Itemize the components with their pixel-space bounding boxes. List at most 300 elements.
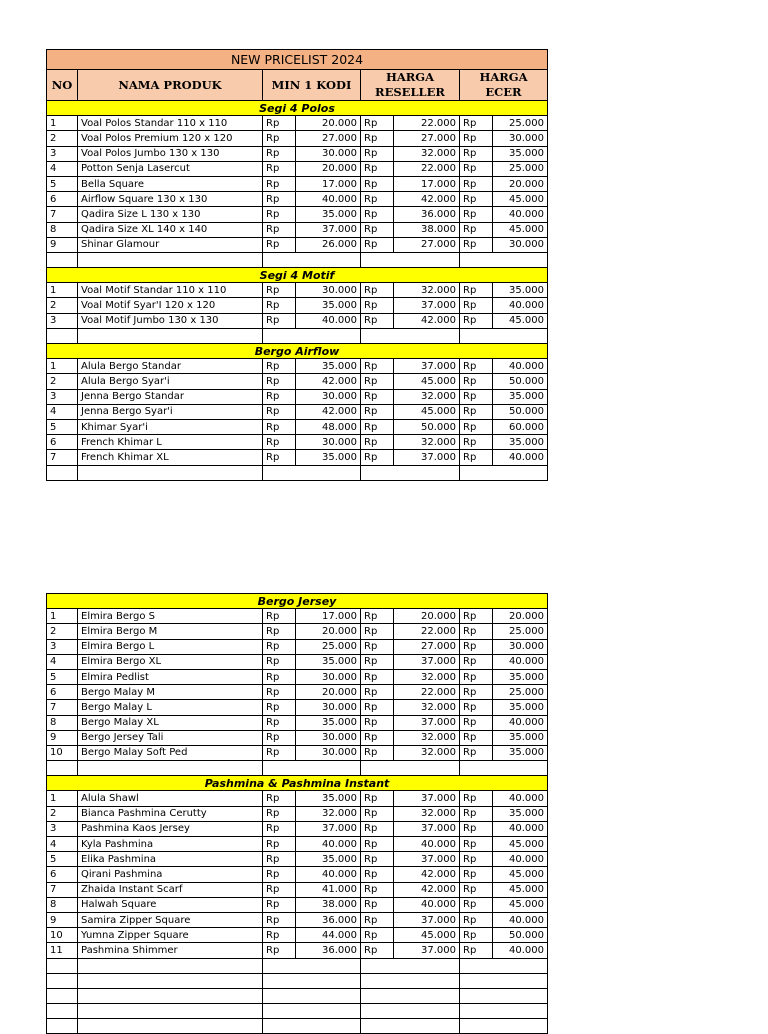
product-name: Bella Square	[78, 176, 263, 191]
product-no: 4	[47, 654, 78, 669]
price-min-1-kodi: 48.000	[296, 419, 361, 434]
product-name: Halwah Square	[78, 897, 263, 912]
empty-cell	[361, 958, 460, 973]
currency-label: Rp	[361, 450, 394, 465]
currency-label: Rp	[361, 715, 394, 730]
currency-label: Rp	[460, 700, 493, 715]
empty-cell	[460, 988, 548, 1003]
empty-cell	[460, 958, 548, 973]
product-row	[47, 359, 548, 374]
price-ecer: 50.000	[493, 374, 548, 389]
price-ecer: 30.000	[493, 237, 548, 252]
product-row	[47, 867, 548, 882]
price-min-1-kodi: 26.000	[296, 237, 361, 252]
empty-cell	[78, 958, 263, 973]
currency-label: Rp	[361, 609, 394, 624]
currency-label: Rp	[460, 131, 493, 146]
currency-label: Rp	[263, 867, 296, 882]
section-title: Segi 4 Polos	[47, 101, 548, 116]
product-no: 4	[47, 161, 78, 176]
product-row	[47, 669, 548, 684]
section-title: Segi 4 Motif	[47, 268, 548, 283]
price-reseller: 32.000	[394, 669, 460, 684]
empty-cell	[47, 465, 78, 480]
currency-label: Rp	[263, 359, 296, 374]
empty-cell	[78, 973, 263, 988]
product-no: 2	[47, 806, 78, 821]
price-ecer: 35.000	[493, 669, 548, 684]
empty-cell	[78, 328, 263, 343]
price-ecer: 35.000	[493, 389, 548, 404]
price-ecer: 40.000	[493, 943, 548, 958]
currency-label: Rp	[263, 222, 296, 237]
price-ecer: 60.000	[493, 419, 548, 434]
currency-label: Rp	[361, 116, 394, 131]
price-ecer: 35.000	[493, 806, 548, 821]
currency-label: Rp	[460, 404, 493, 419]
product-no: 2	[47, 298, 78, 313]
product-row	[47, 116, 548, 131]
empty-cell	[78, 1019, 263, 1034]
price-reseller: 22.000	[394, 624, 460, 639]
product-row	[47, 450, 548, 465]
currency-label: Rp	[361, 389, 394, 404]
currency-label: Rp	[460, 419, 493, 434]
product-name: Shinar Glamour	[78, 237, 263, 252]
product-name: Bergo Malay M	[78, 685, 263, 700]
empty-cell	[263, 1004, 361, 1019]
pricelist-table-2	[46, 593, 548, 1034]
price-min-1-kodi: 42.000	[296, 404, 361, 419]
price-min-1-kodi: 30.000	[296, 745, 361, 760]
price-min-1-kodi: 27.000	[296, 131, 361, 146]
empty-cell	[78, 1004, 263, 1019]
empty-row	[47, 328, 548, 343]
currency-label: Rp	[263, 609, 296, 624]
currency-label: Rp	[361, 435, 394, 450]
product-name: Elmira Bergo M	[78, 624, 263, 639]
currency-label: Rp	[361, 283, 394, 298]
price-ecer: 40.000	[493, 791, 548, 806]
product-no: 10	[47, 745, 78, 760]
currency-label: Rp	[263, 943, 296, 958]
section-header-row	[47, 344, 548, 359]
price-ecer: 35.000	[493, 700, 548, 715]
product-no: 3	[47, 639, 78, 654]
currency-label: Rp	[263, 700, 296, 715]
empty-cell	[78, 988, 263, 1003]
product-name: Khimar Syar'i	[78, 419, 263, 434]
product-name: Zhaida Instant Scarf	[78, 882, 263, 897]
section-header-row	[47, 268, 548, 283]
pricelist-title: NEW PRICELIST 2024	[47, 50, 548, 70]
currency-label: Rp	[263, 928, 296, 943]
price-min-1-kodi: 36.000	[296, 912, 361, 927]
currency-label: Rp	[460, 161, 493, 176]
product-no: 1	[47, 609, 78, 624]
price-min-1-kodi: 30.000	[296, 283, 361, 298]
currency-label: Rp	[460, 450, 493, 465]
currency-label: Rp	[361, 404, 394, 419]
price-ecer: 20.000	[493, 176, 548, 191]
currency-label: Rp	[361, 374, 394, 389]
empty-cell	[263, 973, 361, 988]
currency-label: Rp	[460, 176, 493, 191]
product-no: 3	[47, 821, 78, 836]
product-name: Voal Polos Jumbo 130 x 130	[78, 146, 263, 161]
price-reseller: 17.000	[394, 176, 460, 191]
price-reseller: 20.000	[394, 609, 460, 624]
price-reseller: 37.000	[394, 791, 460, 806]
currency-label: Rp	[460, 715, 493, 730]
currency-label: Rp	[361, 624, 394, 639]
currency-label: Rp	[460, 283, 493, 298]
product-no: 7	[47, 207, 78, 222]
price-ecer: 40.000	[493, 450, 548, 465]
price-ecer: 35.000	[493, 730, 548, 745]
empty-row	[47, 1004, 548, 1019]
currency-label: Rp	[460, 654, 493, 669]
currency-label: Rp	[460, 313, 493, 328]
empty-cell	[263, 465, 361, 480]
product-row	[47, 146, 548, 161]
currency-label: Rp	[361, 745, 394, 760]
product-name: Alula Shawl	[78, 791, 263, 806]
price-reseller: 37.000	[394, 359, 460, 374]
price-reseller: 42.000	[394, 882, 460, 897]
price-reseller: 45.000	[394, 404, 460, 419]
price-min-1-kodi: 40.000	[296, 313, 361, 328]
currency-label: Rp	[263, 237, 296, 252]
header-min-1-kodi: MIN 1 KODI	[263, 70, 361, 101]
product-no: 1	[47, 359, 78, 374]
currency-label: Rp	[361, 222, 394, 237]
currency-label: Rp	[361, 237, 394, 252]
price-ecer: 45.000	[493, 313, 548, 328]
product-no: 1	[47, 116, 78, 131]
product-name: Bergo Malay Soft Ped	[78, 745, 263, 760]
product-name: Bergo Malay L	[78, 700, 263, 715]
product-name: Pashmina Shimmer	[78, 943, 263, 958]
product-row	[47, 207, 548, 222]
price-reseller: 22.000	[394, 685, 460, 700]
product-row	[47, 374, 548, 389]
price-min-1-kodi: 37.000	[296, 222, 361, 237]
currency-label: Rp	[263, 116, 296, 131]
currency-label: Rp	[361, 176, 394, 191]
section-header-row	[47, 101, 548, 116]
product-row	[47, 685, 548, 700]
empty-row	[47, 973, 548, 988]
empty-cell	[460, 1004, 548, 1019]
currency-label: Rp	[361, 821, 394, 836]
product-name: Kyla Pashmina	[78, 837, 263, 852]
price-reseller: 27.000	[394, 237, 460, 252]
currency-label: Rp	[460, 806, 493, 821]
empty-cell	[47, 328, 78, 343]
currency-label: Rp	[263, 624, 296, 639]
currency-label: Rp	[361, 852, 394, 867]
currency-label: Rp	[460, 669, 493, 684]
section-title: Bergo Jersey	[47, 594, 548, 609]
product-name: Potton Senja Lasercut	[78, 161, 263, 176]
currency-label: Rp	[263, 685, 296, 700]
currency-label: Rp	[460, 882, 493, 897]
price-min-1-kodi: 40.000	[296, 867, 361, 882]
currency-label: Rp	[263, 450, 296, 465]
product-no: 5	[47, 176, 78, 191]
currency-label: Rp	[263, 283, 296, 298]
product-no: 5	[47, 419, 78, 434]
empty-row	[47, 1019, 548, 1034]
empty-cell	[263, 958, 361, 973]
price-min-1-kodi: 35.000	[296, 852, 361, 867]
product-name: Voal Motif Jumbo 130 x 130	[78, 313, 263, 328]
price-min-1-kodi: 30.000	[296, 435, 361, 450]
product-row	[47, 806, 548, 821]
price-reseller: 40.000	[394, 837, 460, 852]
currency-label: Rp	[263, 374, 296, 389]
price-ecer: 25.000	[493, 624, 548, 639]
product-row	[47, 313, 548, 328]
product-name: Jenna Bergo Standar	[78, 389, 263, 404]
price-ecer: 35.000	[493, 745, 548, 760]
currency-label: Rp	[361, 359, 394, 374]
currency-label: Rp	[361, 669, 394, 684]
empty-cell	[460, 328, 548, 343]
price-reseller: 27.000	[394, 639, 460, 654]
currency-label: Rp	[263, 897, 296, 912]
currency-label: Rp	[361, 943, 394, 958]
product-no: 6	[47, 685, 78, 700]
price-ecer: 25.000	[493, 161, 548, 176]
product-row	[47, 882, 548, 897]
price-min-1-kodi: 30.000	[296, 389, 361, 404]
product-no: 1	[47, 791, 78, 806]
price-min-1-kodi: 35.000	[296, 715, 361, 730]
currency-label: Rp	[460, 374, 493, 389]
price-ecer: 30.000	[493, 131, 548, 146]
currency-label: Rp	[361, 700, 394, 715]
currency-label: Rp	[263, 791, 296, 806]
empty-row	[47, 988, 548, 1003]
empty-cell	[361, 1004, 460, 1019]
price-min-1-kodi: 36.000	[296, 943, 361, 958]
price-min-1-kodi: 40.000	[296, 837, 361, 852]
price-min-1-kodi: 20.000	[296, 685, 361, 700]
price-ecer: 45.000	[493, 897, 548, 912]
section-header-row	[47, 776, 548, 791]
price-ecer: 50.000	[493, 928, 548, 943]
product-no: 2	[47, 131, 78, 146]
currency-label: Rp	[263, 806, 296, 821]
price-min-1-kodi: 35.000	[296, 359, 361, 374]
product-row	[47, 837, 548, 852]
price-ecer: 45.000	[493, 837, 548, 852]
product-name: Jenna Bergo Syar'i	[78, 404, 263, 419]
product-row	[47, 912, 548, 927]
currency-label: Rp	[460, 207, 493, 222]
price-min-1-kodi: 40.000	[296, 192, 361, 207]
currency-label: Rp	[361, 897, 394, 912]
product-row	[47, 852, 548, 867]
price-ecer: 40.000	[493, 912, 548, 927]
currency-label: Rp	[361, 207, 394, 222]
product-row	[47, 131, 548, 146]
product-no: 7	[47, 882, 78, 897]
price-min-1-kodi: 25.000	[296, 639, 361, 654]
price-min-1-kodi: 20.000	[296, 116, 361, 131]
product-name: Qirani Pashmina	[78, 867, 263, 882]
price-reseller: 42.000	[394, 313, 460, 328]
product-row	[47, 639, 548, 654]
currency-label: Rp	[460, 192, 493, 207]
product-no: 3	[47, 146, 78, 161]
currency-label: Rp	[361, 867, 394, 882]
empty-cell	[460, 252, 548, 267]
price-reseller: 37.000	[394, 715, 460, 730]
empty-cell	[361, 252, 460, 267]
price-reseller: 42.000	[394, 192, 460, 207]
currency-label: Rp	[460, 745, 493, 760]
product-no: 7	[47, 450, 78, 465]
product-row	[47, 943, 548, 958]
currency-label: Rp	[263, 730, 296, 745]
currency-label: Rp	[263, 404, 296, 419]
empty-cell	[47, 958, 78, 973]
currency-label: Rp	[361, 685, 394, 700]
price-ecer: 35.000	[493, 435, 548, 450]
currency-label: Rp	[263, 435, 296, 450]
price-ecer: 50.000	[493, 404, 548, 419]
currency-label: Rp	[460, 821, 493, 836]
product-row	[47, 237, 548, 252]
currency-label: Rp	[361, 730, 394, 745]
empty-cell	[263, 252, 361, 267]
product-no: 4	[47, 837, 78, 852]
currency-label: Rp	[460, 298, 493, 313]
currency-label: Rp	[361, 146, 394, 161]
currency-label: Rp	[263, 131, 296, 146]
currency-label: Rp	[361, 912, 394, 927]
empty-cell	[263, 1019, 361, 1034]
product-row	[47, 654, 548, 669]
price-ecer: 45.000	[493, 867, 548, 882]
product-name: Elmira Bergo S	[78, 609, 263, 624]
currency-label: Rp	[460, 791, 493, 806]
price-min-1-kodi: 30.000	[296, 669, 361, 684]
product-no: 1	[47, 283, 78, 298]
price-ecer: 25.000	[493, 685, 548, 700]
header-harga-ecer: HARGA ECER	[460, 70, 548, 101]
price-ecer: 20.000	[493, 609, 548, 624]
product-row	[47, 419, 548, 434]
product-no: 6	[47, 192, 78, 207]
product-no: 10	[47, 928, 78, 943]
product-name: Elika Pashmina	[78, 852, 263, 867]
currency-label: Rp	[460, 897, 493, 912]
empty-cell	[263, 761, 361, 776]
product-name: Samira Zipper Square	[78, 912, 263, 927]
product-row	[47, 700, 548, 715]
product-row	[47, 715, 548, 730]
price-min-1-kodi: 38.000	[296, 897, 361, 912]
product-name: Qadira Size L 130 x 130	[78, 207, 263, 222]
currency-label: Rp	[460, 435, 493, 450]
product-no: 9	[47, 237, 78, 252]
empty-cell	[47, 252, 78, 267]
currency-label: Rp	[460, 237, 493, 252]
currency-label: Rp	[460, 609, 493, 624]
price-ecer: 40.000	[493, 852, 548, 867]
product-no: 11	[47, 943, 78, 958]
price-reseller: 37.000	[394, 298, 460, 313]
price-min-1-kodi: 20.000	[296, 624, 361, 639]
product-name: French Khimar L	[78, 435, 263, 450]
product-name: Bergo Malay XL	[78, 715, 263, 730]
product-no: 5	[47, 852, 78, 867]
product-no: 3	[47, 389, 78, 404]
price-reseller: 32.000	[394, 745, 460, 760]
price-reseller: 42.000	[394, 867, 460, 882]
currency-label: Rp	[263, 852, 296, 867]
price-reseller: 32.000	[394, 700, 460, 715]
product-row	[47, 897, 548, 912]
product-row	[47, 192, 548, 207]
currency-label: Rp	[361, 837, 394, 852]
empty-cell	[263, 988, 361, 1003]
product-no: 3	[47, 313, 78, 328]
currency-label: Rp	[361, 928, 394, 943]
price-reseller: 38.000	[394, 222, 460, 237]
empty-cell	[47, 761, 78, 776]
product-no: 6	[47, 435, 78, 450]
product-name: Elmira Bergo XL	[78, 654, 263, 669]
empty-row	[47, 252, 548, 267]
currency-label: Rp	[263, 912, 296, 927]
price-reseller: 37.000	[394, 821, 460, 836]
price-ecer: 25.000	[493, 116, 548, 131]
product-row	[47, 928, 548, 943]
currency-label: Rp	[263, 161, 296, 176]
price-reseller: 37.000	[394, 450, 460, 465]
currency-label: Rp	[460, 639, 493, 654]
price-reseller: 32.000	[394, 389, 460, 404]
product-name: Voal Motif Syar'I 120 x 120	[78, 298, 263, 313]
price-min-1-kodi: 35.000	[296, 654, 361, 669]
product-name: Alula Bergo Syar'i	[78, 374, 263, 389]
currency-label: Rp	[263, 639, 296, 654]
product-row	[47, 435, 548, 450]
currency-label: Rp	[263, 745, 296, 760]
price-reseller: 37.000	[394, 852, 460, 867]
currency-label: Rp	[263, 389, 296, 404]
empty-cell	[78, 465, 263, 480]
empty-cell	[460, 973, 548, 988]
price-min-1-kodi: 20.000	[296, 161, 361, 176]
price-reseller: 45.000	[394, 928, 460, 943]
empty-cell	[47, 973, 78, 988]
price-ecer: 45.000	[493, 222, 548, 237]
currency-label: Rp	[263, 207, 296, 222]
currency-label: Rp	[460, 359, 493, 374]
empty-cell	[460, 1019, 548, 1034]
header-harga-reseller: HARGA RESELLER	[361, 70, 460, 101]
price-reseller: 32.000	[394, 435, 460, 450]
price-min-1-kodi: 35.000	[296, 298, 361, 313]
price-ecer: 40.000	[493, 654, 548, 669]
currency-label: Rp	[263, 298, 296, 313]
